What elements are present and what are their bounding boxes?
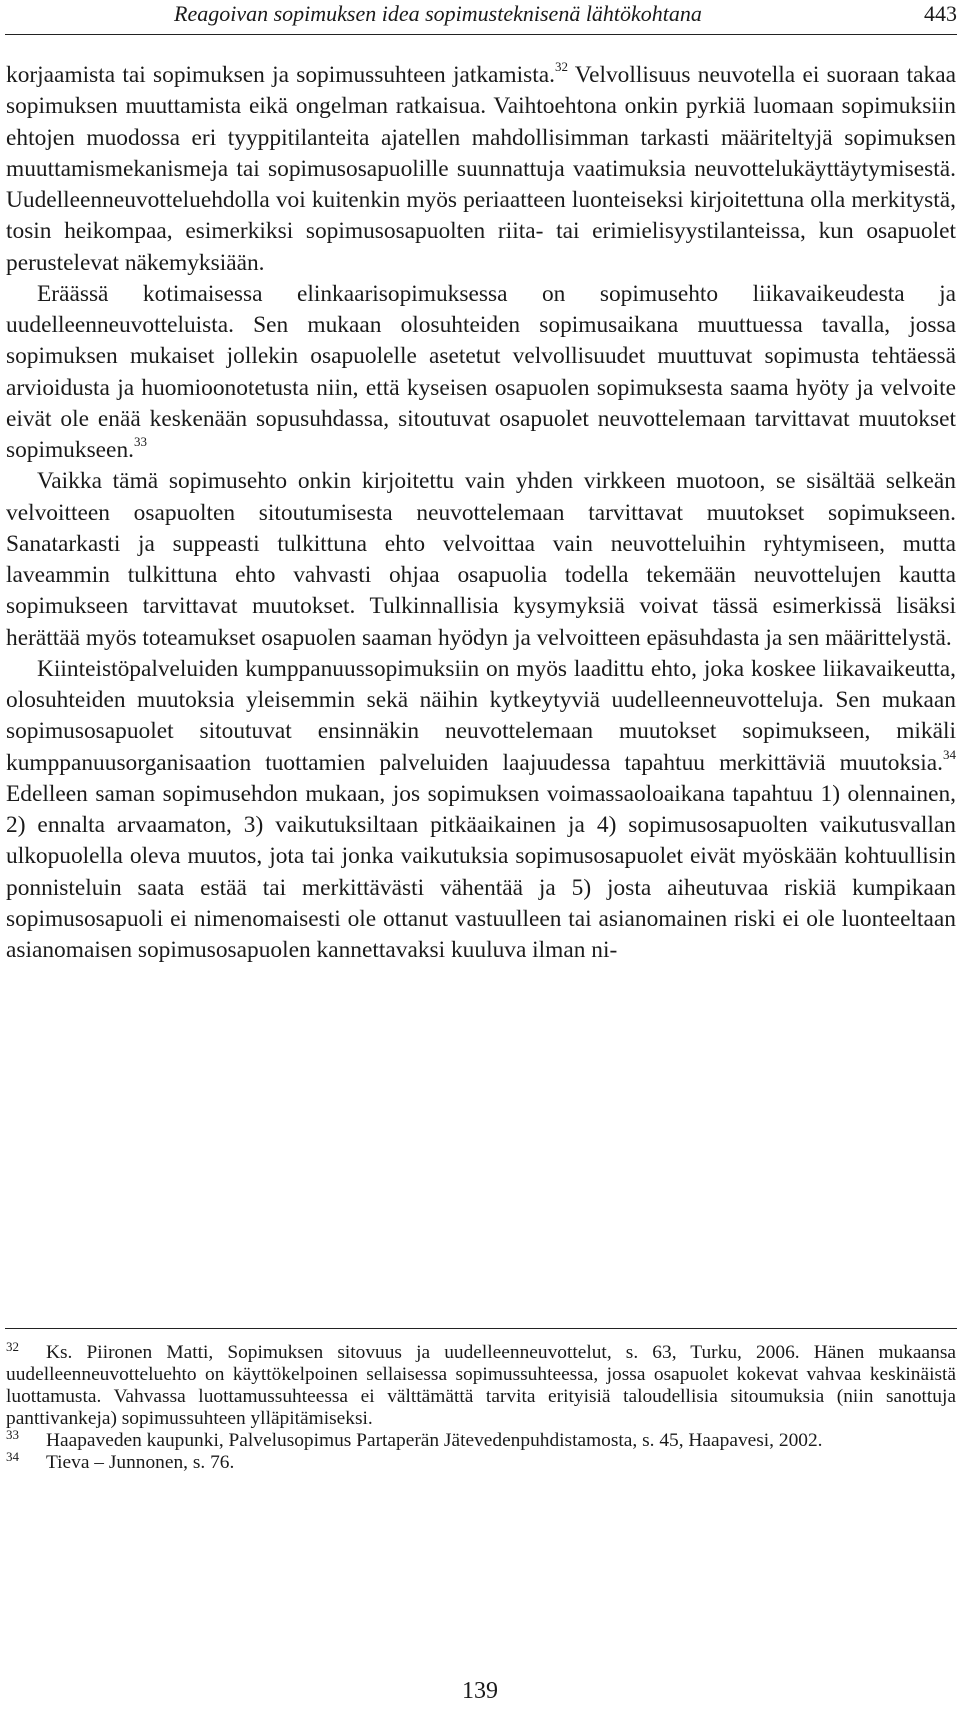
running-header — [0, 0, 960, 34]
footer-page-number: 139 — [462, 1678, 498, 1704]
running-title: Reagoivan sopimuksen idea sopimusteknisenä lähtökohtana — [174, 1, 702, 26]
header-page-number: 443 — [924, 1, 957, 26]
footnote-text: Tieva – Junnonen, s. 76. — [46, 1452, 235, 1473]
paragraph-1-text-a: korjaamista tai sopimuksen ja sopimussuhteen jatkamista. — [6, 62, 555, 88]
footnotes — [6, 1338, 956, 1474]
footnote-ref-33: 33 — [134, 434, 147, 450]
footnote-ref-32: 32 — [554, 59, 568, 75]
paragraph-4-text-b: Edelleen saman sopimusehdon mukaan, jos sopimuksen voimassaoloaikana tapahtuu 1) olennainen, 2) ennalta arvaamaton, 3) vaikutuksiltaan pitkäaikainen ja 4) sopimusosapuolten vaikutusvallan ulkopuolella oleva muutos, jota tai jonka vaikutuksia sopimusosapuolet eivät myöskään kohtuullisin ponnisteluin saata estää tai merkittävästi vähentää ja 5) josta aiheutuvaa riskiä kumpikaan sopimusosapuoli ei nimenomaisesti ole ottanut vastuulleen tai asianomainen riski ei ole luonteeltaan asianomaisen sopimusosapuolen kannettavaksi kuuluva ilman ni- — [6, 780, 956, 963]
paragraph-4-text-a: Kiinteistöpalveluiden kumppanuussopimuksiin on myös laadittu ehto, joka koskee liikavaikeutta, olosuhteiden muutoksia yleisemmin sekä näihin kytkeytyviä uudelleenneuvotteluja. Sen mukaan sopimusosapuolet sitoutuvat ensinnäkin neuvottelemaan muutokset sopimukseen, mikäli kumppanuusorganisaation tuottamien palveluiden laajuudessa tapahtuu merkittäviä muutoksia. — [6, 655, 956, 776]
footnote-ref-34: 34 — [943, 746, 956, 762]
paragraph-2-text: Eräässä kotimaisessa elinkaarisopimuksessa on sopimusehto liikavaikeudesta ja uudelleenneuvotteluista. Sen mukaan olosuhteiden sopimusaikana muuttuessa tavalla, jossa sopimuksen mukaiset jollekin osapuolelle asetetut velvollisuudet muuttuvat sopimusta tehtäessä arvioidusta ja huomioonotetusta niin, että kyseisen osapuolen sopimuksesta saama hyöty ja velvoite eivät ole enää keskenään sopusuhdassa, sitoutuvat osapuolet neuvottelemaan tarvittavat muutokset sopimukseen. — [6, 280, 956, 463]
paragraph-4 — [6, 654, 956, 967]
footnote-34: 34 Tieva – Junnonen, s. 76. — [6, 1448, 235, 1473]
main-text — [6, 60, 956, 966]
footnote-33: 33 Haapaveden kaupunki, Palvelusopimus Partaperän Jätevedenpuhdistamosta, s. 45, Haapavesi, 2002. — [6, 1426, 823, 1451]
paragraph-1 — [6, 60, 956, 279]
footnote-text: Ks. Piironen Matti, Sopimuksen sitovuus ja uudelleenneuvottelut, s. 63, Turku, 2006. Hänen mukaansa uudelleenneuvotteluehto on käyttökelpoinen sellaisessa sopimussuhteessa, jossa osapuolet kokevat vahvaa keskinäistä luottamusta. Vahvassa luottamussuhteessa ei välttämättä tarvita erityisiä taloudellisia sitoumuksia (niin sanottuja panttivankeja) sopimussuhteen ylläpitämiseksi. — [6, 1342, 956, 1429]
paragraph-1-text-b: Velvollisuus neuvotella ei suoraan takaa sopimuksen muuttamista eikä ongelman ratkaisua. Vaihtoehtona onkin pyrkiä luomaan sopimuksiin ehtojen muodossa eri tyyppitilanteita ajatellen mahdollisimman tarkasti määriteltyjä sopimuksen muuttamismekanismeja tai sopimusosapuolille suunnattuja vaatimuksia neuvottelukäyttäytymisestä. Uudelleenneuvotteluehdolla voi kuitenkin myös periaatteen luonteiseksi kirjoitettuna olla merkitystä, tosin heikompaa, esimerkiksi sopimusosapuolten riita- tai erimielisyystilanteissa, kun osapuolet perustelevat näkemyksiään. — [6, 62, 956, 276]
paragraph-2 — [6, 279, 956, 467]
paragraph-3-text: Vaikka tämä sopimusehto onkin kirjoitettu vain yhden virkkeen muotoon, se sisältää selkeän velvoitteen osapuolten sitoutumisesta neuvottelemaan tarvittavat muutokset sopimukseen. Sanatarkasti ja suppeasti tulkittuna ehto velvoittaa vain neuvotteluihin ryhtymiseen, mutta laveammin tulkittuna ehto vahvasti ohjaa osapuolia todella tekemään neuvottelujen kautta sopimukseen tarvittavat muutokset. Tulkinnallisia kysymyksiä voivat tässä esimerkissä lisäksi herättää myös toteamukset osapuolen saaman hyödyn ja velvoitteen epäsuhdasta ja sen määrittelystä. — [6, 468, 956, 651]
footnote-text: Haapaveden kaupunki, Palvelusopimus Partaperän Jätevedenpuhdistamosta, s. 45, Haapavesi, 2002. — [46, 1430, 823, 1451]
paragraph-3 — [6, 466, 956, 654]
header-divider — [5, 34, 957, 35]
footnote-divider — [5, 1328, 957, 1329]
footnote-32: 32 Ks. Piironen Matti, Sopimuksen sitovuus ja uudelleenneuvottelut, s. 63, Turku, 2006. Hänen mukaansa uudelleenneuvotteluehto on käyttökelpoinen sellaisessa sopimussuhteessa, jossa osapuolet kokevat vahvaa keskinäistä luottamusta. Vahvassa luottamussuhteessa ei välttämättä tarvita erityisiä taloudellisia sitoumuksia (niin sanottuja panttivankeja) sopimussuhteen ylläpitämiseksi. — [6, 1338, 956, 1429]
